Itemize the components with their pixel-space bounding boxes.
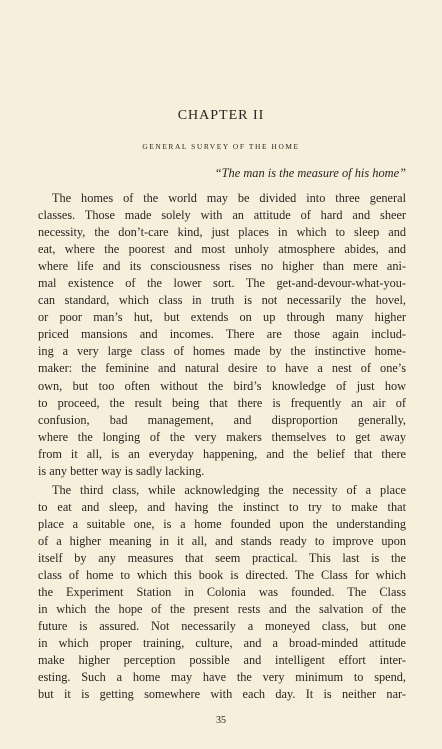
section-heading: GENERAL SURVEY OF THE HOME — [142, 142, 300, 151]
text-line: place a suitable one, is a home founded upon the understanding — [38, 516, 406, 531]
text-line: priced mansions and incomes. There are those again includ- — [38, 327, 406, 342]
text-line: is any better way is sadly lacking. — [38, 463, 205, 478]
text-line: eat, where the poorest and most unholy atmosphere abides, and — [38, 242, 406, 257]
text-line: necessity, the don’t-care kind, just places in which to sleep and — [38, 225, 406, 240]
text-line: of a higher meaning in it all, and stands ready to improve upon — [38, 533, 406, 548]
text-line: in which proper training, culture, and a broad-minded attitude — [38, 636, 406, 651]
text-line: the Experiment Station in Colonia was founded. The Class — [38, 585, 406, 600]
text-line: classes. Those made solely with an attitude of hard and sheer — [38, 208, 406, 223]
text-line: confusion, bad management, and disproportion generally, — [38, 412, 406, 427]
text-line: can standard, which class in truth is not necessarily the hovel, — [38, 293, 406, 308]
text-line: but it is getting somewhere with each day. It is neither nar- — [38, 687, 406, 702]
chapter-heading: CHAPTER II — [177, 108, 265, 123]
text-line: ing a very large class of homes made by the instinctive home- — [38, 344, 406, 359]
body-text — [38, 190, 406, 703]
text-line: or poor man’s hut, but extends on up through many higher — [38, 310, 406, 325]
text-line: where the longing of the very makers themselves to get away — [38, 429, 406, 444]
text-line: own, but too often without the bird’s knowledge of just how — [38, 378, 406, 393]
text-line: future is assured. Not necessarily a moneyed class, but one — [38, 619, 406, 634]
text-line: itself by any measures that seem practical. This last is the — [38, 550, 406, 565]
text-line: mal existence of the lower sort. The get-and-devour-what-you- — [38, 276, 406, 291]
epigraph: “The man is the measure of his home” — [214, 166, 406, 180]
paragraph — [38, 482, 406, 704]
text-line: to eat and sleep, and having the instinct to try to make that — [38, 499, 406, 514]
text-line: class of home to which this book is directed. The Class for which — [38, 568, 406, 583]
text-line: maker: the feminine and natural desire to have a nest of one’s — [38, 361, 406, 376]
text-line: to proceed, the result being that there is frequently an air of — [38, 395, 406, 410]
text-line: The homes of the world may be divided into three general — [52, 191, 406, 205]
text-line: The third class, while acknowledging the necessity of a place — [52, 482, 406, 497]
text-line: in which the hope of the present rests and the salvation of the — [38, 602, 406, 617]
page-number: 35 — [216, 715, 226, 726]
text-line: where life and its consciousness rises no higher than mere ani- — [38, 259, 406, 274]
text-line: from it all, is an everyday happening, and the belief that there — [38, 446, 406, 461]
paragraph — [38, 190, 406, 480]
text-line: esting. Such a home may have the very minimum to spend, — [38, 670, 406, 685]
text-line: make higher perception possible and intelligent effort inter- — [38, 653, 406, 668]
